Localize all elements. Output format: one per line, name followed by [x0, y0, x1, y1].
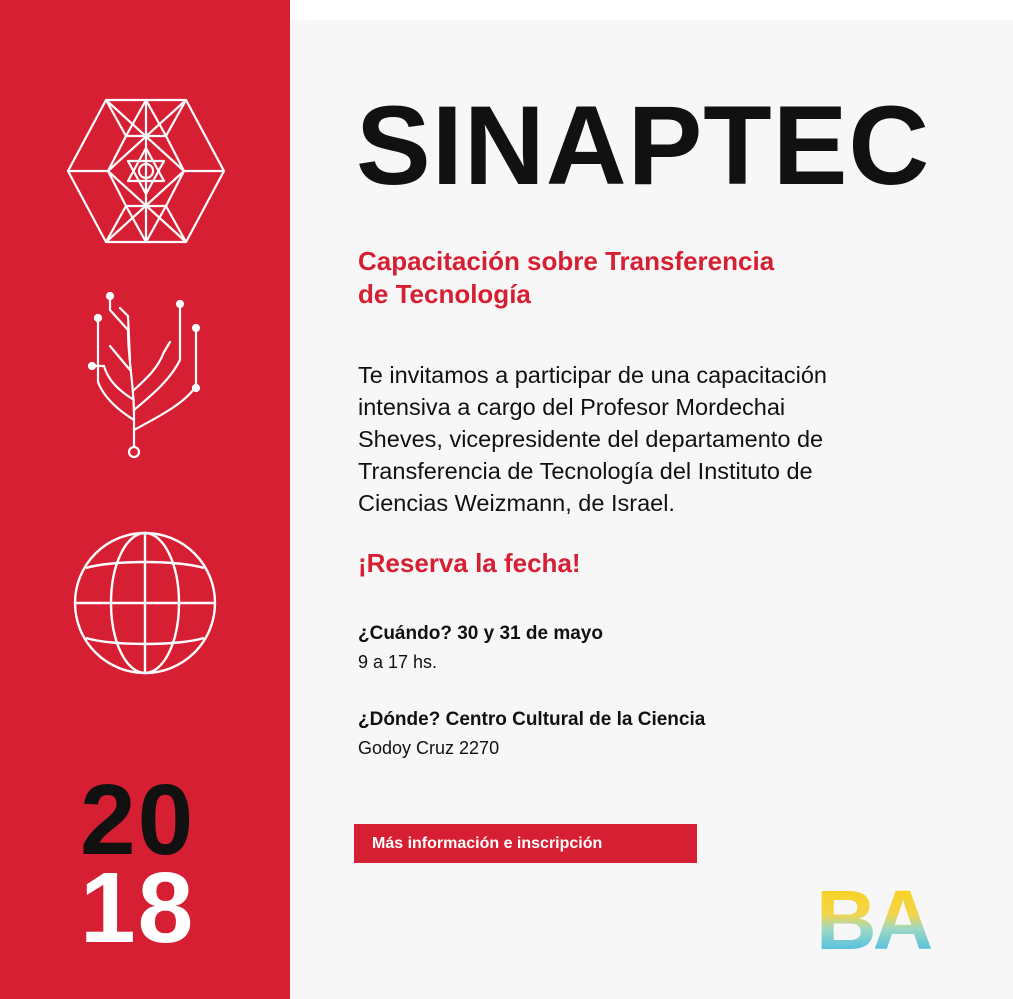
when-heading: ¿Cuándo? 30 y 31 de mayo: [358, 623, 603, 644]
reserve-date-heading: ¡Reserva la fecha!: [358, 548, 581, 578]
subtitle-line: Capacitación sobre Transferencia: [358, 246, 775, 276]
description-line: Te invitamos a participar de una capacitación: [358, 362, 827, 388]
description-line: Transferencia de Tecnología del Instituto de: [358, 458, 813, 484]
year-first-half: 20: [80, 764, 196, 876]
globe-icon: [72, 530, 218, 676]
more-info-button[interactable]: Más información e inscripción: [354, 824, 697, 863]
description-line: intensiva a cargo del Profesor Mordechai: [358, 394, 786, 420]
description-line: Sheves, vicepresidente del departamento de: [358, 426, 824, 452]
page-title: SINAPTEC: [356, 83, 931, 208]
geometric-hexagon-icon: [64, 96, 228, 246]
year-second-half: 18: [80, 852, 196, 964]
subtitle-line: de Tecnología: [358, 279, 531, 309]
ba-logo: [816, 873, 958, 967]
circuit-tree-icon: [82, 290, 206, 460]
description-line: Ciencias Weizmann, de Israel.: [358, 490, 675, 516]
where-section: [358, 706, 918, 762]
when-section: [358, 620, 918, 676]
where-detail: Godoy Cruz 2270: [358, 738, 500, 758]
description: [358, 359, 928, 519]
subtitle: [358, 245, 918, 311]
when-detail: 9 a 17 hs.: [358, 652, 438, 672]
ba-logo-text: BA: [816, 883, 958, 957]
where-heading: ¿Dónde? Centro Cultural de la Ciencia: [358, 709, 706, 730]
